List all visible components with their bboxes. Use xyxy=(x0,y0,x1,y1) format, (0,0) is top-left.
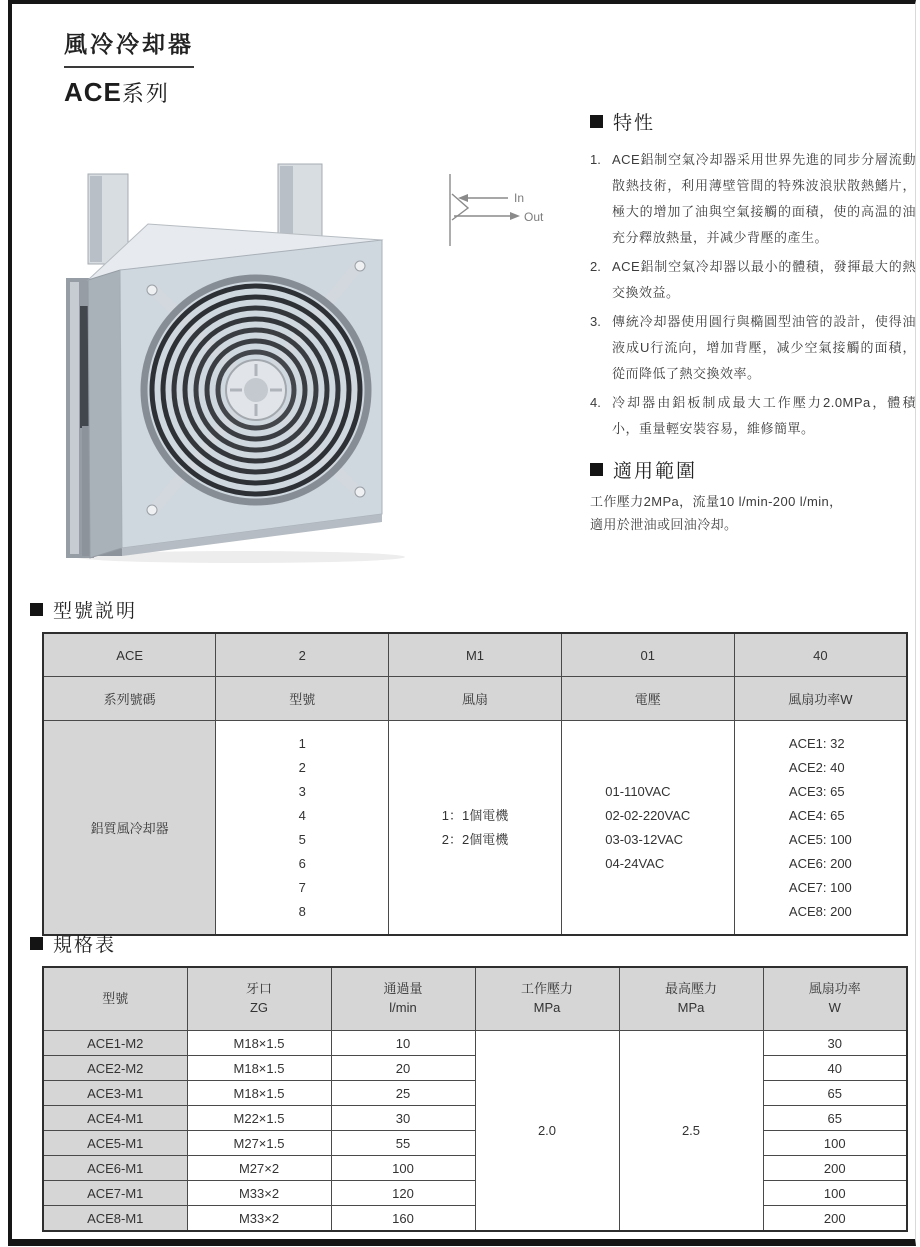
feature-item xyxy=(590,254,916,306)
spec-power-cell: 65 xyxy=(763,1106,907,1131)
spec-model-cell: ACE6-M1 xyxy=(43,1156,187,1181)
feature-number: 2. xyxy=(590,259,601,274)
type-number: 8 xyxy=(298,903,306,919)
header-line: 型號 xyxy=(102,990,129,1006)
spec-zg-cell: M18×1.5 xyxy=(187,1031,331,1056)
voltage-option: 02-02-220VAC xyxy=(605,807,691,823)
spec-flow-cell: 160 xyxy=(331,1206,475,1232)
model-code-section xyxy=(30,596,916,936)
spec-header-cell xyxy=(331,967,475,1031)
spec-flow-cell: 100 xyxy=(331,1156,475,1181)
spec-zg-cell: M22×1.5 xyxy=(187,1106,331,1131)
section-bullet-icon xyxy=(30,937,43,950)
cooler-product-image xyxy=(30,160,432,566)
header-line: 最高壓力 xyxy=(664,981,717,997)
feature-text: ACE鋁制空氣冷却器以最小的體積，發揮最大的熱交換效益。 xyxy=(612,259,916,300)
spec-flow-cell: 10 xyxy=(331,1031,475,1056)
spec-power-cell: 40 xyxy=(763,1056,907,1081)
power-item: ACE2: 40 xyxy=(788,759,845,775)
type-numbers-stack xyxy=(220,732,384,924)
features-list xyxy=(590,147,916,442)
max-pressure-cell: 2.5 xyxy=(619,1031,763,1232)
type-number: 6 xyxy=(298,855,306,871)
header-line: 風扇功率 xyxy=(808,981,861,997)
features-heading xyxy=(590,108,916,135)
application-block xyxy=(590,456,916,537)
spec-zg-cell: M18×1.5 xyxy=(187,1081,331,1106)
feature-number: 3. xyxy=(590,314,601,329)
spec-power-cell: 65 xyxy=(763,1081,907,1106)
spec-flow-cell: 120 xyxy=(331,1181,475,1206)
header-line: 工作壓力 xyxy=(520,981,573,997)
out-label: Out xyxy=(524,210,544,224)
power-item: ACE7: 100 xyxy=(788,879,852,895)
power-item: ACE3: 65 xyxy=(788,783,845,799)
header-line: l/min xyxy=(389,1000,417,1015)
spec-header-cell xyxy=(763,967,907,1031)
voltage-options-cell xyxy=(561,721,734,936)
series-name-cell: 鋁質風冷却器 xyxy=(43,721,216,936)
header-line: 牙口 xyxy=(245,981,272,997)
header-line: W xyxy=(828,1000,841,1015)
application-line: 工作壓力2MPa，流量10 l/min-200 l/min， xyxy=(590,494,843,509)
type-number: 7 xyxy=(298,879,306,895)
application-heading-label: 適用範圍 xyxy=(613,461,698,482)
features-column xyxy=(590,108,916,537)
fan-option: 1：1個電機 xyxy=(441,807,509,823)
type-number: 1 xyxy=(298,735,306,751)
spec-zg-cell: M33×2 xyxy=(187,1181,331,1206)
spec-model-cell: ACE5-M1 xyxy=(43,1131,187,1156)
spec-section xyxy=(30,930,916,1232)
feature-text: 傳統冷却器使用圓行與橢圓型油管的設計，使得油液成U行流向，增加背壓，减少空氣接觸的面積，從而降低了熱交換效率。 xyxy=(612,314,916,381)
type-numbers-cell xyxy=(216,721,389,936)
series-title xyxy=(64,77,194,108)
power-item: ACE5: 100 xyxy=(788,831,852,847)
label-cell: 電壓 xyxy=(561,677,734,721)
spec-zg-cell: M27×2 xyxy=(187,1156,331,1181)
type-number: 2 xyxy=(298,759,306,775)
page-title: 風冷冷却器 xyxy=(64,26,194,68)
header-line: MPa xyxy=(533,1000,561,1015)
power-item: ACE1: 32 xyxy=(788,735,845,751)
spec-header-cell xyxy=(43,967,187,1031)
section-bullet-icon xyxy=(590,115,603,128)
spec-model-cell: ACE8-M1 xyxy=(43,1206,187,1232)
spec-flow-cell: 25 xyxy=(331,1081,475,1106)
model-section-heading-label: 型號説明 xyxy=(53,601,138,622)
fan-options-stack xyxy=(442,804,508,852)
spec-zg-cell: M18×1.5 xyxy=(187,1056,331,1081)
spec-power-cell: 200 xyxy=(763,1156,907,1181)
feature-item xyxy=(590,390,916,442)
in-label: In xyxy=(514,191,525,205)
spec-power-cell: 100 xyxy=(763,1131,907,1156)
feature-item xyxy=(590,309,916,387)
in-out-flow-diagram xyxy=(432,168,562,254)
feature-number: 1. xyxy=(590,152,601,167)
header-line: 通過量 xyxy=(383,981,423,997)
fan-options-cell xyxy=(389,721,562,936)
application-line: 適用於泄油或回油冷却。 xyxy=(590,516,738,532)
power-item: ACE6: 200 xyxy=(788,855,852,871)
voltage-options-stack xyxy=(605,780,690,876)
fan-option: 2：2個電機 xyxy=(441,831,509,847)
power-item: ACE4: 65 xyxy=(788,807,845,823)
series-suffix: 系列 xyxy=(121,81,170,106)
out-arrowhead-icon xyxy=(510,212,520,220)
spec-header-cell xyxy=(187,967,331,1031)
page-frame xyxy=(8,0,916,1246)
body-row xyxy=(43,721,907,936)
feature-text: ACE鋁制空氣冷却器采用世界先進的同步分層流動散熱技術，利用薄壁管間的特殊波浪狀散熱鰭片，極大的增加了油與空氣接觸的面積，使的高温的油充分釋放熱量，并减少背壓的產生。 xyxy=(612,152,916,245)
label-cell: 風扇 xyxy=(389,677,562,721)
spec-power-cell: 30 xyxy=(763,1031,907,1056)
type-number: 3 xyxy=(298,783,306,799)
feature-text: 冷却器由鋁板制成最大工作壓力2.0MPa，體積小，重量輕安裝容易，維修簡單。 xyxy=(612,395,916,436)
application-text xyxy=(590,491,916,537)
spec-model-cell: ACE7-M1 xyxy=(43,1181,187,1206)
working-pressure-cell: 2.0 xyxy=(475,1031,619,1232)
features-heading-label: 特性 xyxy=(613,113,656,134)
section-bullet-icon xyxy=(30,603,43,616)
model-code-table xyxy=(42,632,908,936)
application-heading xyxy=(590,456,916,483)
voltage-option: 04-24VAC xyxy=(605,855,665,871)
header-line: ZG xyxy=(249,1000,269,1015)
code-cell: 01 xyxy=(561,633,734,677)
spec-zg-cell: M33×2 xyxy=(187,1206,331,1232)
spec-table xyxy=(42,966,908,1232)
label-cell: 系列號碼 xyxy=(43,677,216,721)
label-cell: 型號 xyxy=(216,677,389,721)
spec-zg-cell: M27×1.5 xyxy=(187,1131,331,1156)
spec-section-heading xyxy=(30,930,916,957)
spec-flow-cell: 20 xyxy=(331,1056,475,1081)
spec-row xyxy=(43,1031,907,1056)
code-cell: M1 xyxy=(389,633,562,677)
voltage-option: 03-03-12VAC xyxy=(605,831,684,847)
spec-section-heading-label: 規格表 xyxy=(53,935,117,956)
code-cell: 40 xyxy=(734,633,907,677)
spec-header-cell xyxy=(475,967,619,1031)
label-cell: 風扇功率W xyxy=(734,677,907,721)
power-list-stack xyxy=(789,732,852,924)
power-item: ACE8: 200 xyxy=(788,903,852,919)
feature-number: 4. xyxy=(590,395,601,410)
type-number: 4 xyxy=(298,807,306,823)
title-block xyxy=(64,26,194,108)
spec-power-cell: 100 xyxy=(763,1181,907,1206)
voltage-option: 01-110VAC xyxy=(605,783,671,799)
spec-flow-cell: 30 xyxy=(331,1106,475,1131)
code-cell: ACE xyxy=(43,633,216,677)
spec-header-row xyxy=(43,967,907,1031)
spec-model-cell: ACE2-M2 xyxy=(43,1056,187,1081)
section-bullet-icon xyxy=(590,463,603,476)
header-line: MPa xyxy=(677,1000,705,1015)
spec-model-cell: ACE3-M1 xyxy=(43,1081,187,1106)
spec-header-cell xyxy=(619,967,763,1031)
spec-flow-cell: 55 xyxy=(331,1131,475,1156)
model-section-heading xyxy=(30,596,916,623)
label-row xyxy=(43,677,907,721)
spec-power-cell: 200 xyxy=(763,1206,907,1232)
feature-item xyxy=(590,147,916,251)
power-list-cell xyxy=(734,721,907,936)
code-row xyxy=(43,633,907,677)
spec-model-cell: ACE1-M2 xyxy=(43,1031,187,1056)
type-number: 5 xyxy=(298,831,306,847)
series-code: ACE xyxy=(64,77,122,107)
code-cell: 2 xyxy=(216,633,389,677)
spec-model-cell: ACE4-M1 xyxy=(43,1106,187,1131)
